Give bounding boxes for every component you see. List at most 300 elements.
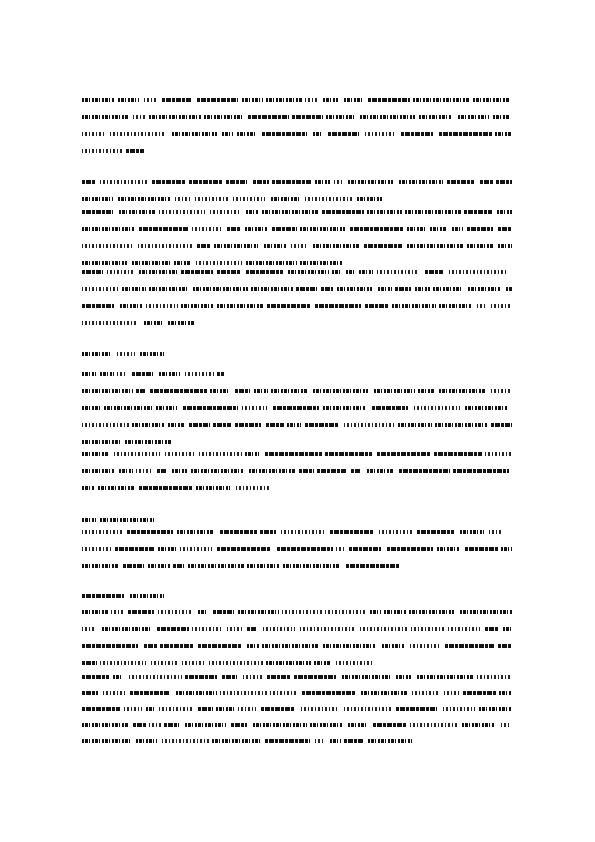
text-word (119, 469, 133, 473)
text-word (176, 691, 217, 695)
text-line (82, 644, 512, 649)
text-word (407, 244, 463, 248)
text-word (175, 197, 190, 201)
text-word (216, 707, 235, 711)
text-word (497, 210, 512, 214)
text-word (288, 270, 329, 274)
text-word (159, 210, 205, 214)
text-word (132, 261, 171, 265)
text-word (498, 244, 512, 248)
text-word (100, 661, 146, 665)
text-word (405, 210, 461, 214)
text-word (496, 180, 512, 184)
text-word (359, 270, 373, 274)
text-word (122, 287, 146, 291)
text-word (266, 661, 311, 665)
text-word (199, 452, 242, 456)
text-line (82, 675, 512, 680)
text-word (419, 115, 452, 119)
text-line (82, 304, 512, 309)
text-word (248, 115, 289, 119)
text-word (124, 707, 142, 711)
text-word (266, 423, 284, 427)
text-word (443, 707, 475, 711)
text-line (82, 469, 512, 474)
text-word (247, 627, 257, 631)
text-line (82, 547, 512, 552)
text-word (82, 644, 138, 648)
text-word (444, 691, 460, 695)
text-word (157, 469, 167, 473)
text-word (321, 287, 333, 291)
text-word (401, 132, 433, 136)
text-line (82, 98, 512, 103)
text-word (344, 423, 394, 427)
text-line (82, 352, 164, 357)
text-word (233, 197, 265, 201)
text-word (148, 564, 170, 568)
text-word (351, 469, 361, 473)
text-word (315, 304, 361, 308)
text-line (82, 287, 512, 292)
text-word (193, 287, 248, 291)
text-word (217, 270, 241, 274)
text-word (213, 610, 234, 614)
text-word (100, 518, 154, 522)
text-word (253, 180, 269, 184)
text-word (217, 372, 224, 376)
text-word (485, 627, 498, 631)
text-word (165, 452, 194, 456)
text-word (439, 389, 485, 393)
text-word (417, 675, 474, 679)
text-word (136, 469, 152, 473)
text-word (246, 261, 297, 265)
text-word (136, 739, 157, 743)
text-word (448, 627, 480, 631)
text-word (439, 132, 492, 136)
text-word (262, 210, 319, 214)
text-word (82, 372, 96, 376)
text-word (185, 372, 214, 376)
text-word (238, 707, 256, 711)
text-word (164, 723, 179, 727)
text-word (378, 287, 392, 291)
text-word (111, 610, 125, 614)
text-word (433, 287, 462, 291)
text-word (395, 287, 411, 291)
text-word (117, 352, 135, 356)
text-word (104, 406, 152, 410)
text-word (82, 321, 138, 325)
text-word (417, 530, 454, 534)
text-word (263, 627, 295, 631)
text-word (434, 452, 482, 456)
text-word (267, 304, 311, 308)
text-word (254, 389, 268, 393)
text-word (204, 115, 242, 119)
text-line (82, 244, 512, 249)
text-word (360, 627, 408, 631)
text-word (348, 723, 367, 727)
text-word (463, 691, 496, 695)
text-word (146, 707, 156, 711)
text-word (172, 469, 187, 473)
text-word (149, 723, 161, 727)
text-line (82, 389, 512, 394)
text-word (264, 244, 287, 248)
text-word (82, 287, 119, 291)
text-word (172, 132, 217, 136)
text-word (149, 287, 189, 291)
text-word (217, 547, 271, 551)
text-line (82, 440, 182, 445)
text-line (82, 321, 194, 326)
text-word (82, 352, 111, 356)
text-word (296, 287, 317, 291)
text-word (197, 98, 238, 102)
text-word (243, 675, 264, 679)
text-word (374, 389, 415, 393)
text-word (467, 244, 493, 248)
text-word (336, 547, 346, 551)
text-word (265, 739, 310, 743)
text-word (315, 180, 330, 184)
text-line (82, 180, 512, 185)
text-word (477, 675, 512, 679)
text-line (82, 739, 412, 744)
text-word (198, 644, 241, 648)
text-line (82, 452, 512, 457)
text-word (437, 547, 460, 551)
text-word (82, 530, 124, 534)
text-word (192, 627, 222, 631)
text-word (379, 530, 413, 534)
text-word (313, 244, 360, 248)
text-word (168, 423, 185, 427)
text-word (398, 423, 432, 427)
text-word (210, 210, 241, 214)
text-word (189, 423, 210, 427)
text-word (479, 707, 512, 711)
text-word (460, 530, 484, 534)
text-word (325, 452, 372, 456)
text-word (310, 723, 343, 727)
text-word (368, 98, 410, 102)
text-line (82, 627, 512, 632)
text-word (157, 627, 189, 631)
text-word (152, 180, 185, 184)
text-word (467, 227, 493, 231)
text-word (384, 610, 406, 614)
text-word (82, 707, 120, 711)
text-word (114, 452, 160, 456)
text-line (82, 691, 512, 696)
text-word (180, 547, 212, 551)
text-word (158, 547, 176, 551)
text-line (82, 132, 512, 137)
text-word (342, 675, 390, 679)
text-word (477, 304, 487, 308)
text-word (183, 406, 238, 410)
text-word (160, 644, 194, 648)
text-word (281, 530, 325, 534)
text-word (162, 98, 191, 102)
text-word (251, 287, 293, 291)
text-word (349, 547, 381, 551)
text-word (361, 691, 407, 695)
text-word (291, 244, 308, 248)
text-word (82, 452, 109, 456)
text-word (82, 132, 104, 136)
text-word (82, 627, 96, 631)
text-word (82, 564, 118, 568)
text-word (214, 244, 258, 248)
text-word (346, 270, 356, 274)
text-word (130, 594, 164, 598)
text-word (337, 287, 372, 291)
text-word (260, 530, 276, 534)
text-word (410, 723, 457, 727)
text-word (418, 389, 434, 393)
text-word (236, 486, 270, 490)
text-word (139, 270, 178, 274)
text-word (103, 691, 125, 695)
text-word (246, 210, 258, 214)
text-word (82, 675, 109, 679)
text-word (425, 270, 443, 274)
text-word (305, 98, 317, 102)
text-word (181, 304, 214, 308)
text-word (271, 197, 300, 201)
text-word (231, 723, 247, 727)
text-word (237, 132, 257, 136)
text-word (159, 707, 194, 711)
text-word (82, 115, 129, 119)
text-word (82, 180, 95, 184)
text-word (181, 270, 213, 274)
text-word (119, 210, 155, 214)
text-word (462, 723, 495, 727)
text-word (261, 707, 295, 711)
text-word (132, 372, 153, 376)
text-line (82, 564, 400, 569)
text-word (348, 180, 393, 184)
text-word (82, 406, 100, 410)
text-word (130, 691, 170, 695)
text-word (249, 469, 295, 473)
text-word (82, 739, 130, 743)
text-word (377, 452, 431, 456)
text-word (360, 115, 415, 119)
text-line (82, 486, 270, 491)
text-word (115, 547, 154, 551)
text-word (377, 270, 419, 274)
text-word (100, 372, 114, 376)
text-word (107, 270, 133, 274)
text-word (326, 115, 355, 119)
text-word (344, 98, 363, 102)
text-word (159, 372, 180, 376)
text-word (213, 423, 231, 427)
text-word (82, 197, 113, 201)
text-line (82, 707, 512, 712)
text-word (305, 197, 352, 201)
text-word (413, 98, 470, 102)
text-word (117, 372, 127, 376)
text-word (235, 423, 261, 427)
text-word (410, 644, 440, 648)
text-word (415, 287, 430, 291)
text-word (144, 98, 157, 102)
text-word (138, 244, 193, 248)
text-word (82, 440, 122, 444)
text-word (102, 627, 151, 631)
text-word (465, 547, 498, 551)
text-word (136, 389, 146, 393)
text-line (82, 270, 512, 275)
text-line (82, 530, 512, 535)
text-word (493, 115, 510, 119)
text-word (132, 423, 164, 427)
text-word (328, 132, 359, 136)
text-word (350, 227, 403, 231)
text-word (411, 627, 445, 631)
text-word (195, 197, 228, 201)
text-word (365, 304, 388, 308)
text-word (188, 564, 244, 568)
text-word (82, 547, 111, 551)
text-word (245, 452, 259, 456)
text-word (491, 304, 512, 308)
text-word (82, 594, 124, 598)
text-word (489, 530, 503, 534)
text-word (300, 261, 342, 265)
text-word (158, 610, 192, 614)
text-word (344, 707, 393, 711)
text-line (82, 723, 512, 728)
text-word (313, 389, 368, 393)
text-word (292, 115, 323, 119)
text-word (82, 270, 103, 274)
text-word (139, 227, 188, 231)
text-line (82, 594, 164, 599)
text-word (217, 304, 264, 308)
text-word (334, 180, 344, 184)
text-word (407, 227, 427, 231)
text-word (344, 739, 364, 743)
text-word (499, 691, 512, 695)
text-word (227, 227, 241, 231)
text-word (480, 180, 493, 184)
text-word (120, 304, 142, 308)
text-word (82, 304, 114, 308)
text-line (82, 406, 512, 411)
text-word (129, 675, 182, 679)
text-line (82, 261, 342, 266)
text-word (113, 675, 123, 679)
text-word (149, 115, 201, 119)
text-word (189, 180, 222, 184)
text-word (247, 564, 279, 568)
text-word (82, 691, 98, 695)
text-line (82, 115, 510, 120)
text-word (212, 739, 260, 743)
text-word (322, 210, 364, 214)
text-word (305, 423, 339, 427)
text-word (262, 644, 318, 648)
text-word (491, 389, 512, 393)
text-word (460, 610, 512, 614)
text-word (330, 530, 373, 534)
text-word (302, 691, 355, 695)
text-word (392, 304, 436, 308)
text-word (458, 115, 489, 119)
text-word (82, 261, 127, 265)
text-word (235, 389, 250, 393)
text-word (247, 644, 259, 648)
text-word (82, 518, 96, 522)
text-word (110, 132, 166, 136)
text-word (242, 406, 267, 410)
text-word (133, 115, 146, 119)
text-word (265, 452, 322, 456)
text-word (315, 739, 325, 743)
text-word (197, 244, 211, 248)
text-word (82, 149, 123, 153)
text-word (82, 486, 95, 490)
text-word (430, 227, 446, 231)
text-word (253, 723, 307, 727)
text-word (168, 321, 194, 325)
text-word (464, 210, 492, 214)
text-word (387, 547, 433, 551)
text-word (468, 287, 500, 291)
text-word (367, 469, 394, 473)
text-word (368, 739, 412, 743)
text-line (82, 372, 224, 377)
text-word (196, 261, 242, 265)
text-line (82, 197, 382, 202)
text-word (299, 469, 314, 473)
text-word (198, 707, 213, 711)
text-word (465, 406, 507, 410)
text-line (82, 423, 512, 428)
text-word (447, 180, 474, 184)
text-word (82, 98, 115, 102)
text-word (313, 132, 323, 136)
text-word (346, 564, 399, 568)
text-word (409, 610, 454, 614)
text-word (399, 469, 450, 473)
text-line (82, 227, 512, 232)
text-word (185, 675, 217, 679)
text-word (151, 661, 177, 665)
text-word (150, 389, 207, 393)
text-word (127, 530, 173, 534)
text-word (491, 423, 512, 427)
text-word (82, 469, 114, 473)
text-word (182, 661, 204, 665)
text-word (282, 610, 322, 614)
text-line (82, 149, 144, 154)
text-word (485, 452, 512, 456)
text-word (220, 691, 267, 695)
text-word (501, 547, 512, 551)
text-word (439, 304, 472, 308)
text-word (162, 739, 209, 743)
text-word (133, 723, 146, 727)
